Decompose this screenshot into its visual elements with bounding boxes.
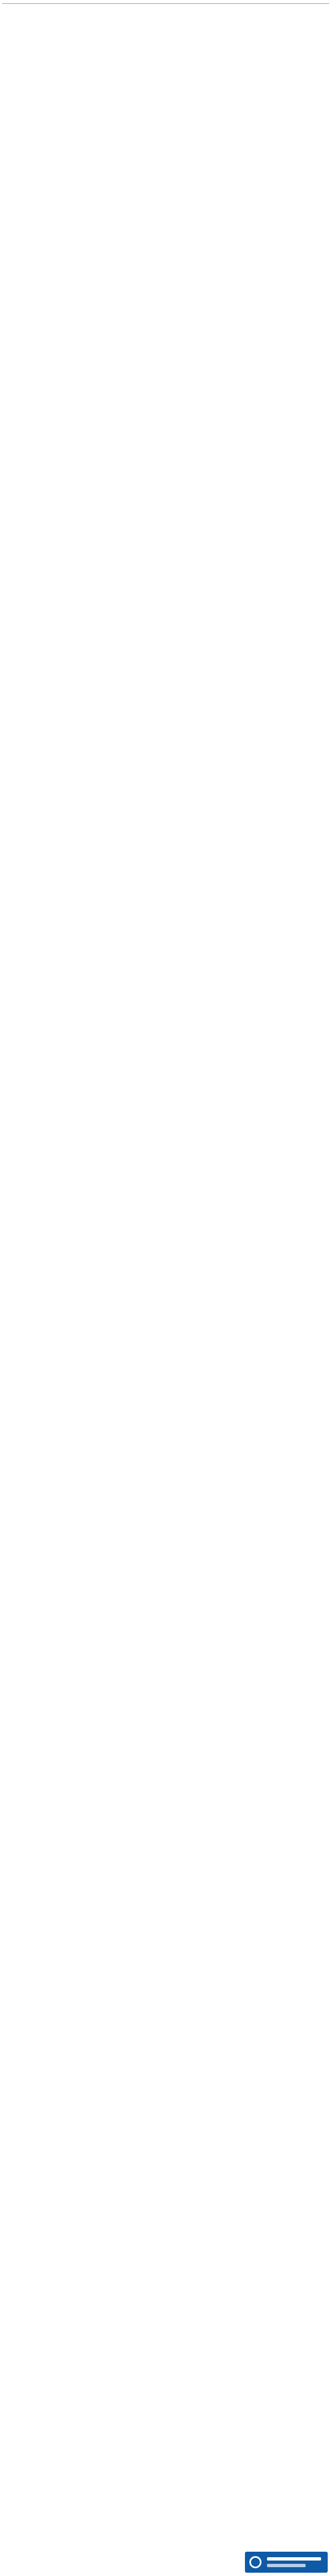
logo-wordmark [267,2557,321,2561]
logo-mark-icon [249,2556,261,2568]
logo-tagline-mark [267,2564,306,2567]
donation-ledger-table [2,3,329,4]
site-watermark-logo [245,2552,328,2573]
